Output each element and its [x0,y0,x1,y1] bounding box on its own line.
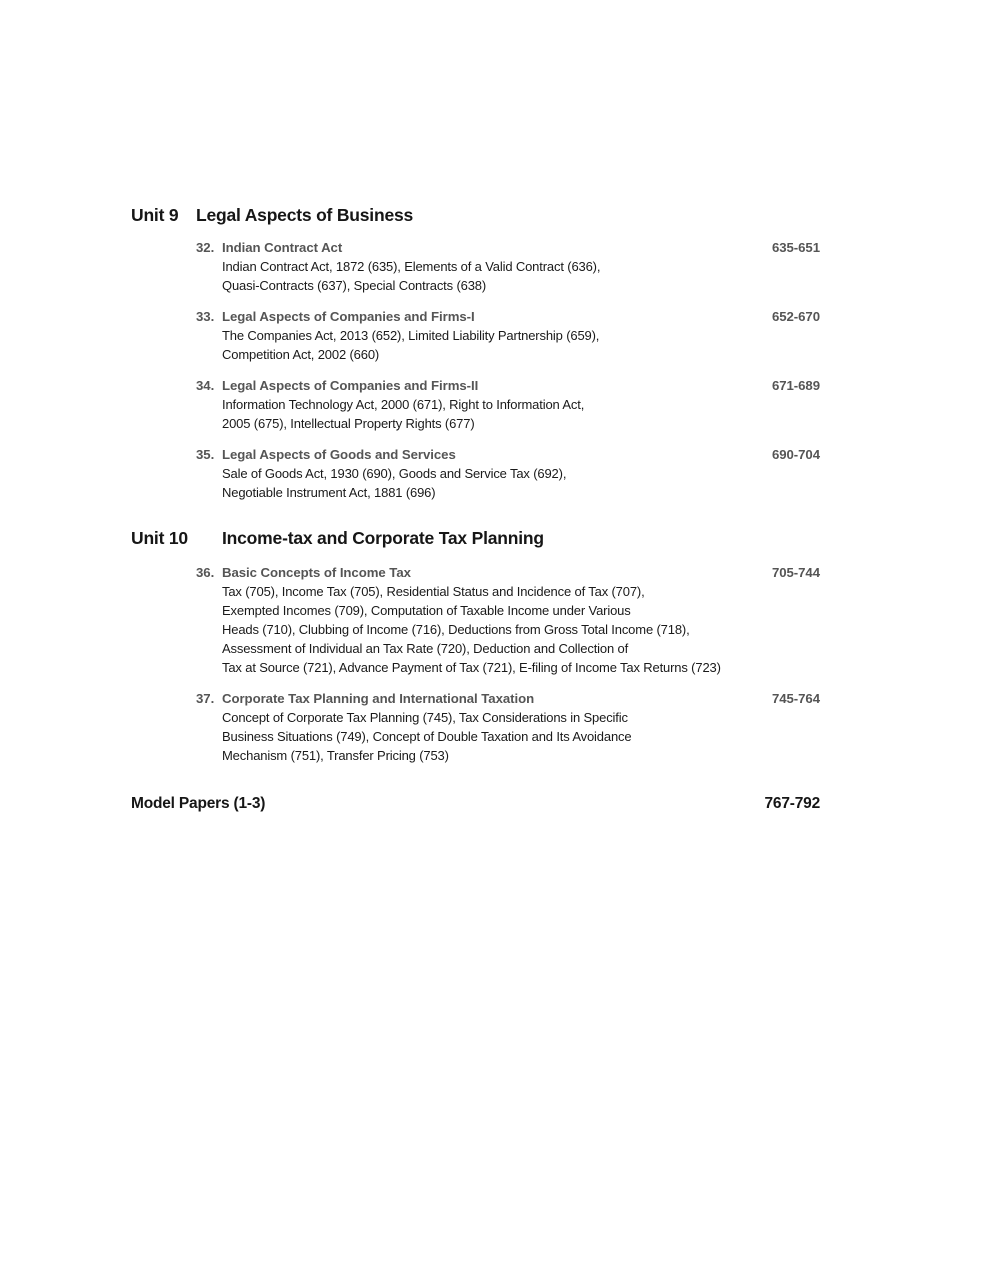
unit-label: Unit 10 [131,528,188,548]
chapter-description [222,257,820,295]
description-line: Assessment of Individual an Tax Rate (720), Deduction and Collection of [222,641,629,656]
chapter-description [222,582,820,677]
description-line: Business Situations (749), Concept of Double Taxation and Its Avoidance [222,729,632,744]
chapter-title[interactable]: Legal Aspects of Goods and Services [222,447,456,462]
chapter-page-range: 745-764 [771,691,820,706]
chapter-page-range: 652-670 [771,309,820,324]
chapter-number: 34. [196,378,215,393]
chapter-header [196,240,820,255]
chapter-title[interactable]: Legal Aspects of Companies and Firms-I [222,309,475,324]
chapter-number: 33. [196,309,215,324]
chapter-header [196,691,820,706]
chapter-entry[interactable] [131,447,820,502]
chapter-title[interactable]: Basic Concepts of Income Tax [222,565,411,580]
model-papers-label: Model Papers (1-3) [131,795,266,812]
chapter-description [222,464,820,502]
chapter-number: 37. [196,691,215,706]
description-line: 2005 (675), Intellectual Property Rights (677) [222,416,475,431]
chapter-entry[interactable] [131,691,820,765]
description-line: Exempted Incomes (709), Computation of Taxable Income under Various [222,603,631,618]
chapter-entry[interactable] [131,309,820,364]
model-papers-row[interactable] [131,795,820,813]
description-line: The Companies Act, 2013 (652), Limited Liability Partnership (659), [222,328,600,343]
chapter-page-range: 671-689 [771,378,820,393]
chapter-header [196,378,820,393]
chapter-title[interactable]: Corporate Tax Planning and International Taxation [222,691,535,706]
description-line: Concept of Corporate Tax Planning (745), Tax Considerations in Specific [222,710,628,725]
description-line: Heads (710), Clubbing of Income (716), Deductions from Gross Total Income (718), [222,622,690,637]
unit-title: Legal Aspects of Business [196,205,414,225]
description-line: Negotiable Instrument Act, 1881 (696) [222,485,436,500]
chapter-description [222,395,820,433]
description-line: Competition Act, 2002 (660) [222,347,380,362]
description-line: Indian Contract Act, 1872 (635), Elements of a Valid Contract (636), [222,259,601,274]
chapter-page-range: 690-704 [771,447,820,462]
description-line: Sale of Goods Act, 1930 (690), Goods and Service Tax (692), [222,466,567,481]
chapter-entry[interactable] [131,565,820,677]
chapter-description [222,708,820,765]
description-line: Quasi-Contracts (637), Special Contracts (638) [222,278,487,293]
description-line: Tax at Source (721), Advance Payment of Tax (721), E-filing of Income Tax Returns (723) [222,660,721,675]
description-line: Mechanism (751), Transfer Pricing (753) [222,748,449,763]
toc-container [131,205,820,813]
unit-heading-9 [131,205,820,226]
chapter-entry[interactable] [131,378,820,433]
chapter-number: 36. [196,565,215,580]
unit-title: Income-tax and Corporate Tax Planning [222,528,544,548]
chapter-header [196,309,820,324]
chapter-number: 35. [196,447,215,462]
chapter-header [196,565,820,580]
unit-label: Unit 9 [131,205,179,225]
chapter-header [196,447,820,462]
model-papers-page-range: 767-792 [764,795,820,812]
chapter-number: 32. [196,240,215,255]
chapter-title[interactable]: Legal Aspects of Companies and Firms-II [222,378,479,393]
chapter-page-range: 635-651 [771,240,820,255]
chapter-entry[interactable] [131,240,820,295]
chapter-title[interactable]: Indian Contract Act [222,240,343,255]
description-line: Tax (705), Income Tax (705), Residential Status and Incidence of Tax (707), [222,584,645,599]
unit-heading-10 [131,528,820,549]
description-line: Information Technology Act, 2000 (671), Right to Information Act, [222,397,585,412]
chapter-page-range: 705-744 [771,565,820,580]
chapter-description [222,326,820,364]
